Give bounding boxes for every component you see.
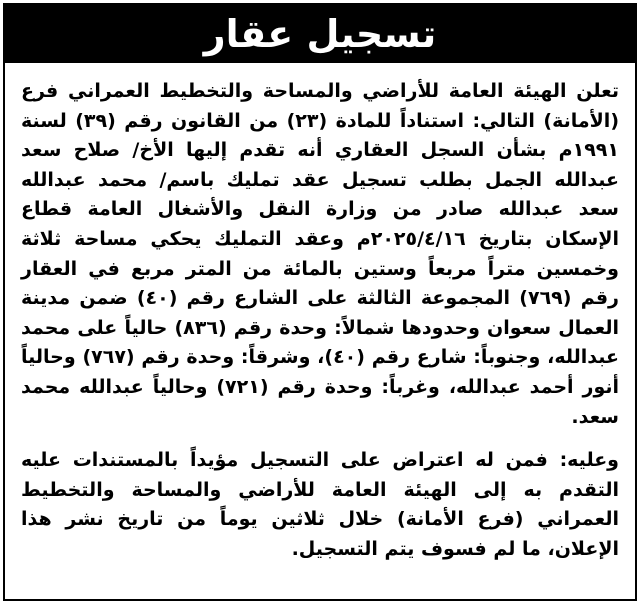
property-registration-notice — [3, 3, 637, 601]
notice-paragraph-details: تعلن الهيئة العامة للأراضي والمساحة والتخطيط العمراني فرع (الأمانة) التالي: استناداً للمادة (٢٣) من القانون رقم (٣٩) لسنة ١٩٩١م بشأن السجل العقاري أنه تقدم إليها الأخ/ صلاح سعد عبدالله الجمل بطلب تسجيل عقد تمليك باسم/ محمد عبدالله سعد عبدالله صادر من وزارة النقل والأشغال العامة قطاع الإسكان بتاريخ ٢٠٢٥/٤/١٦م وعقد التمليك يحكي مساحة ثلاثة وخمسين متراً مربعاً وستين بالمائة من المتر مربع في العقار رقم (٧٦٩) المجموعة الثالثة على الشارع رقم (٤٠) ضمن مدينة العمال سعوان وحدودها شمالاً: وحدة رقم (٨٣٦) حالياً على محمد عبدالله، وجنوباً: شارع رقم (٤٠)، وشرقاً: وحدة رقم (٧٦٧) وحالياً أنور أحمد عبدالله، وغرباً: وحدة رقم (٧٢١) وحالياً عبدالله محمد سعد. — [21, 80, 620, 428]
notice-paragraph-objection: وعليه: فمن له اعتراض على التسجيل مؤيداً بالمستندات عليه التقدم به إلى الهيئة العامة للأراضي والمساحة والتخطيط العمراني (فرع الأمانة) خلال ثلاثين يوماً من تاريخ نشر هذا الإعلان، ما لم فسوف يتم التسجيل. — [21, 449, 619, 560]
notice-body — [21, 77, 619, 565]
notice-title: تسجيل عقار — [5, 5, 635, 63]
